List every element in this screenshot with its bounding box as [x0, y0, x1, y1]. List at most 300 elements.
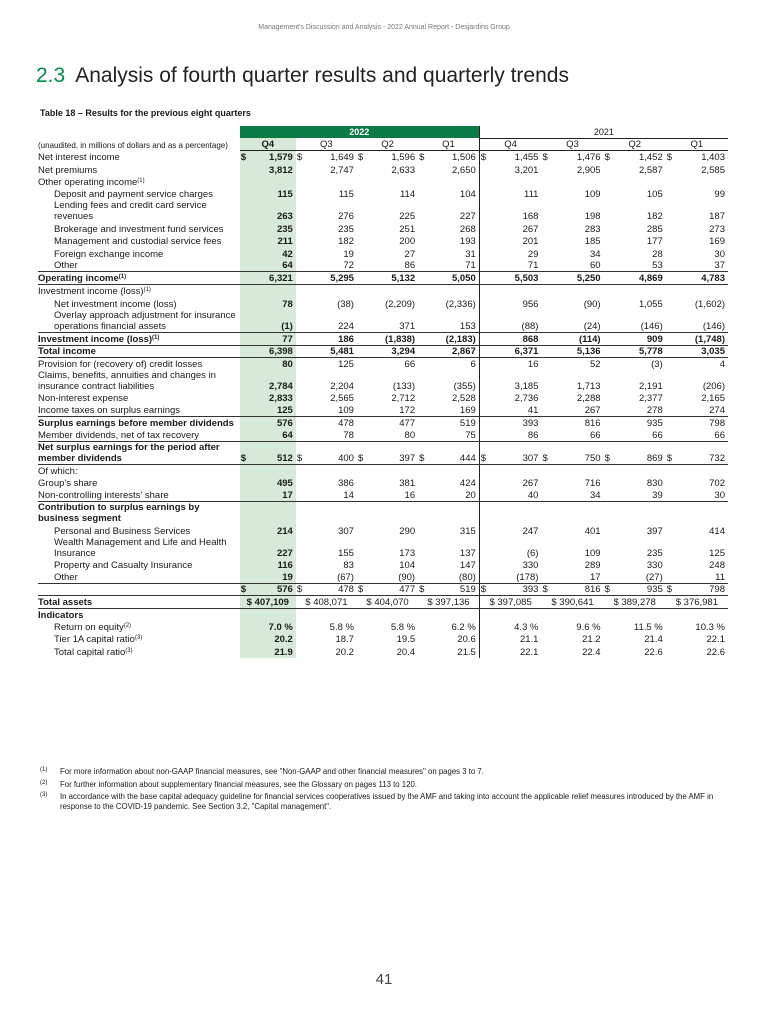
table-row — [38, 332, 728, 345]
section-number: 2.3 — [36, 64, 66, 87]
value-cell: 80 — [367, 429, 418, 441]
value-cell: 512 — [249, 442, 296, 465]
value-cell: 235 — [646, 547, 663, 559]
empty-cell — [604, 285, 614, 298]
empty-cell — [552, 285, 604, 298]
row-label-text: Total capital ratio — [54, 646, 126, 658]
row-label — [38, 285, 240, 298]
value-cell: 2,833 — [249, 392, 296, 404]
value-cell: 330 — [522, 560, 539, 572]
value-cell: 6,321 — [249, 272, 296, 285]
value-cell: 80 — [249, 358, 296, 370]
value-cell: 576 — [249, 583, 296, 595]
value-cell: 153 — [428, 310, 479, 333]
empty-cell — [479, 163, 489, 175]
value-cell: 830 — [646, 478, 663, 490]
empty-cell — [418, 417, 428, 429]
footnote-text: In accordance with the base capital adequacy guideline for financial services cooperatives issued by the AMF and taking into account the applicable relief measures introduced by the AMF in response to the COVID-19 pandemic. See Section 3.2, "Capital management". — [60, 792, 714, 811]
empty-cell — [676, 465, 728, 477]
empty-cell — [240, 645, 249, 657]
empty-cell — [240, 633, 249, 645]
empty-cell — [418, 465, 428, 477]
empty-cell — [541, 429, 551, 441]
value-cell: (1) — [249, 310, 296, 333]
value-cell: 22.4 — [582, 646, 601, 658]
empty-cell — [367, 608, 418, 620]
row-label — [38, 163, 240, 175]
value-cell: 4,783 — [676, 272, 728, 285]
value-cell: 109 — [306, 404, 357, 416]
value-cell: 397 — [646, 525, 663, 537]
row-label — [38, 151, 240, 163]
empty-cell — [357, 537, 367, 559]
row-label — [38, 645, 240, 657]
value-cell: 30 — [714, 248, 725, 260]
empty-cell — [418, 163, 428, 175]
empty-cell — [418, 571, 428, 583]
value-cell: 155 — [338, 547, 354, 559]
value-cell: 214 — [249, 524, 296, 536]
row-label — [38, 247, 240, 259]
value-cell: 7.0 % — [249, 621, 296, 633]
empty-cell — [357, 345, 367, 357]
value-cell: $ 389,278 — [604, 596, 666, 608]
row-label-text: Contribution to surplus earnings by business segment — [38, 502, 200, 525]
empty-cell — [418, 222, 428, 234]
empty-cell — [418, 645, 428, 657]
footnote-mark: (3) — [40, 792, 48, 798]
empty-cell — [357, 176, 367, 188]
dollar-sign: $ — [357, 152, 364, 164]
empty-cell — [357, 524, 367, 536]
table-row — [38, 442, 728, 465]
empty-cell — [604, 537, 614, 559]
value-cell: 267 — [522, 223, 539, 235]
empty-cell — [357, 392, 367, 404]
value-cell: 3,201 — [514, 164, 539, 176]
value-cell: 21.1 — [519, 634, 539, 646]
value-cell: (2,209) — [385, 298, 416, 310]
empty-cell — [541, 571, 551, 583]
value-cell: (1,748) — [676, 332, 728, 345]
empty-cell — [479, 477, 489, 489]
value-cell: 20.2 — [249, 633, 296, 645]
empty-cell — [418, 200, 428, 222]
empty-cell — [604, 571, 614, 583]
empty-cell — [240, 285, 249, 298]
value-cell: 64 — [249, 260, 296, 272]
empty-cell — [240, 297, 249, 309]
value-cell: (2,336) — [445, 298, 476, 310]
row-label-text: Overlay approach adjustment for insurance operations financial assets — [54, 309, 236, 332]
empty-cell — [479, 608, 489, 620]
row-label — [38, 392, 240, 404]
empty-cell — [666, 404, 676, 416]
table-title: Table 18 – Results for the previous eight quarters — [40, 108, 251, 118]
empty-cell — [604, 621, 614, 633]
empty-cell — [240, 332, 249, 345]
value-cell: 274 — [676, 404, 728, 416]
value-cell: 3,812 — [249, 163, 296, 175]
value-cell: 1,579 — [249, 151, 296, 163]
empty-cell — [357, 571, 367, 583]
empty-cell — [240, 429, 249, 441]
value-cell: 576 — [249, 417, 296, 429]
page-number: 41 — [375, 971, 393, 988]
empty-cell — [357, 260, 367, 272]
empty-cell — [604, 392, 614, 404]
empty-cell — [479, 404, 489, 416]
table-row — [38, 571, 728, 583]
value-cell: 169 — [428, 404, 479, 416]
empty-cell — [428, 465, 479, 477]
value-cell: 20.4 — [396, 646, 416, 658]
value-cell: 28 — [652, 248, 663, 260]
empty-cell — [666, 608, 676, 620]
value-cell: 2,784 — [249, 370, 296, 392]
value-cell: $ 404,070 — [357, 596, 418, 608]
table-row — [38, 645, 728, 657]
value-cell: 16 — [527, 359, 539, 371]
value-cell: (355) — [453, 381, 476, 393]
empty-cell — [666, 621, 676, 633]
empty-cell — [479, 272, 489, 285]
value-cell: 9.6 % — [576, 622, 601, 634]
value-cell: 201 — [522, 236, 539, 248]
value-cell: 2,747 — [330, 164, 354, 176]
empty-cell — [479, 222, 489, 234]
value-cell: 1,506 — [452, 152, 476, 164]
empty-cell — [604, 310, 614, 333]
empty-cell — [604, 404, 614, 416]
value-cell: 77 — [249, 332, 296, 345]
table-row — [38, 297, 728, 309]
empty-cell — [541, 489, 551, 501]
empty-cell — [479, 633, 489, 645]
empty-cell — [666, 645, 676, 657]
value-cell: 519 — [428, 583, 479, 595]
row-label-text: Management and custodial service fees — [54, 236, 222, 248]
empty-cell — [296, 260, 306, 272]
value-cell: 2,191 — [638, 381, 663, 393]
value-cell: 2,587 — [638, 164, 663, 176]
empty-cell — [240, 608, 249, 620]
value-cell: $ 397,085 — [479, 596, 541, 608]
row-label — [38, 310, 240, 333]
value-cell: 22.6 — [706, 646, 725, 658]
footnote — [40, 792, 730, 812]
empty-cell — [418, 559, 428, 571]
empty-cell — [666, 247, 676, 259]
table-row — [38, 285, 728, 298]
value-cell: $ 376,981 — [666, 596, 728, 608]
row-label-text: Of which: — [38, 466, 78, 478]
empty-cell — [240, 222, 249, 234]
value-cell: 268 — [459, 223, 476, 235]
empty-cell — [367, 176, 418, 188]
value-cell: 414 — [709, 525, 725, 537]
value-cell: 1,713 — [576, 381, 601, 393]
row-label — [38, 345, 240, 357]
empty-cell — [479, 392, 489, 404]
footnote-ref: (1) — [137, 177, 145, 184]
empty-cell — [240, 163, 249, 175]
empty-cell — [296, 559, 306, 571]
empty-cell — [418, 310, 428, 333]
value-cell: 869 — [614, 442, 666, 465]
empty-cell — [357, 621, 367, 633]
value-cell: 75 — [428, 429, 479, 441]
empty-cell — [357, 222, 367, 234]
quarter-header: Q2 — [357, 138, 418, 150]
row-label-text: Surplus earnings before member dividends — [38, 418, 234, 430]
empty-cell — [479, 358, 489, 370]
dollar-sign: $ — [666, 152, 673, 164]
dollar-sign: $ — [541, 442, 551, 465]
empty-cell — [479, 260, 489, 272]
empty-cell — [666, 297, 676, 309]
value-cell: 200 — [399, 236, 416, 248]
empty-cell — [296, 272, 306, 285]
value-cell: 198 — [584, 211, 601, 223]
row-label-text: Group's share — [38, 478, 98, 490]
dollar-sign: $ — [240, 442, 249, 465]
row-label — [38, 489, 240, 501]
empty-cell — [541, 235, 551, 247]
quarter-header: Q1 — [666, 138, 728, 150]
empty-cell — [666, 176, 676, 188]
empty-cell — [666, 502, 676, 525]
empty-cell — [666, 310, 676, 333]
empty-cell — [604, 188, 614, 200]
table-row — [38, 392, 728, 404]
empty-cell — [418, 608, 428, 620]
value-cell: 2,377 — [638, 393, 663, 405]
value-cell: 478 — [306, 583, 357, 595]
value-cell: 935 — [614, 583, 666, 595]
empty-cell — [296, 404, 306, 416]
value-cell: 330 — [646, 560, 663, 572]
empty-cell — [666, 429, 676, 441]
empty-cell — [306, 176, 357, 188]
empty-cell — [418, 621, 428, 633]
value-cell: 39 — [614, 489, 666, 501]
empty-cell — [357, 247, 367, 259]
empty-cell — [479, 370, 489, 392]
empty-cell — [666, 200, 676, 222]
empty-cell — [666, 345, 676, 357]
empty-cell — [418, 633, 428, 645]
empty-cell — [479, 345, 489, 357]
empty-cell — [240, 465, 249, 477]
value-cell: (90) — [583, 298, 601, 310]
row-label — [38, 332, 240, 345]
value-cell: 1,596 — [391, 152, 416, 164]
value-cell: 909 — [614, 332, 666, 345]
row-label — [38, 621, 240, 633]
empty-cell — [479, 645, 489, 657]
value-cell: 3,035 — [676, 345, 728, 357]
value-cell: (27) — [614, 571, 666, 583]
empty-cell — [479, 559, 489, 571]
empty-cell — [479, 465, 489, 477]
value-cell: 315 — [459, 525, 476, 537]
value-cell: 5,132 — [367, 272, 418, 285]
empty-cell — [604, 332, 614, 345]
row-label-text: Investment income (loss) — [38, 333, 153, 345]
value-cell: 716 — [584, 478, 601, 490]
value-cell: 186 — [306, 332, 357, 345]
value-cell: 185 — [584, 236, 601, 248]
value-cell: 397 — [367, 442, 418, 465]
row-label-text: Operating income — [38, 273, 119, 285]
empty-cell — [604, 370, 614, 392]
empty-cell — [296, 310, 306, 333]
table-row — [38, 596, 728, 608]
empty-cell — [604, 524, 614, 536]
empty-cell — [296, 200, 306, 222]
row-label-text: Total income — [38, 346, 96, 358]
empty-cell — [666, 358, 676, 370]
empty-cell — [357, 310, 367, 333]
empty-cell — [604, 645, 614, 657]
empty-cell — [604, 272, 614, 285]
empty-cell — [240, 502, 249, 525]
value-cell: 307 — [338, 525, 354, 537]
empty-cell — [240, 310, 249, 333]
empty-cell — [357, 163, 367, 175]
row-label — [38, 297, 240, 309]
row-label — [38, 537, 240, 559]
empty-cell — [296, 285, 306, 298]
empty-cell — [240, 537, 249, 559]
empty-cell — [489, 502, 541, 525]
empty-cell — [541, 477, 551, 489]
row-label-text: Other operating income — [38, 176, 138, 188]
table-row — [38, 163, 728, 175]
value-cell: 2,650 — [452, 164, 476, 176]
empty-cell — [541, 358, 551, 370]
empty-cell — [541, 260, 551, 272]
empty-cell — [240, 176, 249, 188]
value-cell: 86 — [367, 260, 418, 272]
empty-cell — [489, 285, 541, 298]
value-cell: 177 — [646, 236, 663, 248]
value-cell: 381 — [399, 478, 416, 490]
row-label-text: Deposit and payment service charges — [54, 189, 213, 201]
empty-cell — [357, 404, 367, 416]
dollar-sign: $ — [542, 152, 548, 164]
value-cell: 104 — [399, 560, 416, 572]
value-cell: 193 — [459, 236, 476, 248]
value-cell: 289 — [584, 560, 601, 572]
row-label-text: Non-interest expense — [38, 393, 129, 405]
footnote-text: For more information about non-GAAP financial measures, see "Non-GAAP and other financial measures" on pages 3 to 7. — [60, 767, 484, 776]
value-cell: 5,503 — [489, 272, 541, 285]
empty-cell — [604, 297, 614, 309]
row-label — [38, 272, 240, 285]
empty-cell — [240, 404, 249, 416]
empty-cell — [240, 370, 249, 392]
empty-cell — [240, 489, 249, 501]
value-cell: 41 — [489, 404, 541, 416]
value-cell: 115 — [338, 189, 354, 201]
empty-cell — [604, 345, 614, 357]
value-cell: (133) — [392, 381, 416, 393]
empty-cell — [296, 247, 306, 259]
empty-cell — [418, 502, 428, 525]
value-cell: (6) — [526, 547, 539, 559]
empty-cell — [541, 272, 551, 285]
value-cell: 11.5 % — [633, 622, 663, 634]
value-cell: (114) — [552, 332, 604, 345]
value-cell: (38) — [337, 298, 354, 310]
table-row — [38, 621, 728, 633]
empty-cell — [479, 200, 489, 222]
footnote-ref: (1) — [152, 334, 160, 341]
value-cell: 72 — [306, 260, 357, 272]
empty-cell — [249, 176, 296, 188]
empty-cell — [489, 176, 541, 188]
value-cell: 53 — [614, 260, 666, 272]
footnote-ref: (2) — [123, 623, 132, 630]
value-cell: 263 — [249, 200, 296, 222]
empty-cell — [249, 608, 296, 620]
table-row — [38, 358, 728, 370]
value-cell: 66 — [614, 429, 666, 441]
empty-cell — [240, 200, 249, 222]
value-cell: 2,204 — [330, 381, 354, 393]
empty-cell — [541, 417, 551, 429]
empty-cell — [357, 608, 367, 620]
empty-cell — [418, 358, 428, 370]
value-cell: 66 — [404, 359, 416, 371]
value-cell: (1,602) — [694, 298, 725, 310]
value-cell: 283 — [584, 223, 601, 235]
value-cell: 125 — [338, 359, 354, 371]
value-cell: 137 — [459, 547, 476, 559]
footnote-mark: (1) — [40, 767, 48, 773]
empty-cell — [541, 222, 551, 234]
value-cell: 4 — [719, 359, 725, 371]
value-cell: 17 — [249, 489, 296, 501]
table-row — [38, 222, 728, 234]
empty-cell — [418, 404, 428, 416]
value-cell: 307 — [489, 442, 541, 465]
empty-cell — [676, 285, 728, 298]
value-cell: 816 — [552, 583, 604, 595]
empty-cell — [418, 332, 428, 345]
row-label — [38, 222, 240, 234]
empty-cell — [296, 537, 306, 559]
dollar-sign: $ — [418, 442, 428, 465]
empty-cell — [541, 645, 551, 657]
empty-cell — [296, 297, 306, 309]
value-cell: 31 — [465, 248, 476, 260]
value-cell: 386 — [338, 478, 354, 490]
empty-cell — [240, 392, 249, 404]
value-cell: 477 — [367, 583, 418, 595]
empty-cell — [666, 559, 676, 571]
empty-cell — [357, 297, 367, 309]
empty-cell — [614, 285, 666, 298]
empty-cell — [479, 235, 489, 247]
empty-cell — [604, 358, 614, 370]
quarter-header: Q1 — [418, 138, 479, 150]
value-cell: 5,295 — [306, 272, 357, 285]
value-cell: 20 — [428, 489, 479, 501]
table-row — [38, 235, 728, 247]
